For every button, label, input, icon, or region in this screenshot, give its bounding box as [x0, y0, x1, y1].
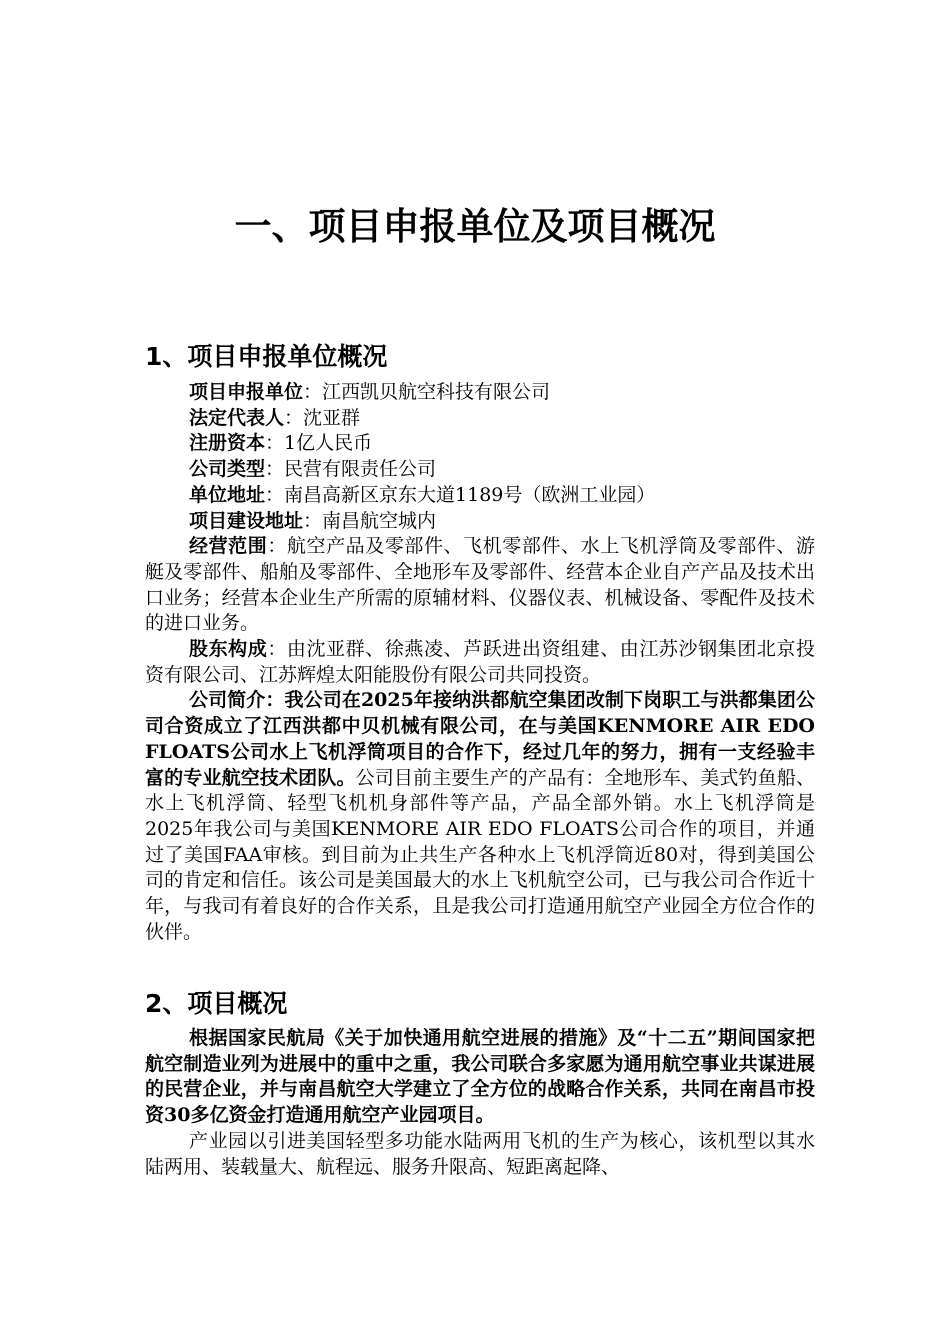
field-value: 航空产品及零部件、飞机零部件、水上飞机浮筒及零部件、游艇及零部件、船舶及零部件、全地形车及零部件、经营本企业自产产品及技术出口业务；经营本企业生产所需的原辅材料、仪器仪表、机械设备、零配件及技术的进口业务。	[145, 535, 815, 635]
intro-label: 公司简介	[189, 689, 266, 712]
section-2-body	[145, 1026, 815, 1180]
field-value: 1亿人民币	[284, 432, 373, 455]
field-separator: ：	[265, 458, 285, 481]
field-separator: ：	[267, 638, 287, 661]
field-separator: ：	[265, 432, 285, 455]
industrial-park-paragraph: 产业园以引进美国轻型多功能水陆两用飞机的生产为核心，该机型以其水陆两用、装载量大、航程远、服务升限高、短距离起降、	[145, 1129, 815, 1178]
field-label: 股东构成	[189, 638, 268, 661]
field-label: 注册资本	[189, 432, 266, 455]
field-label: 项目建设地址	[189, 509, 304, 532]
field-construction-site	[145, 509, 815, 535]
field-applicant	[145, 380, 815, 406]
field-label: 单位地址	[189, 483, 266, 506]
company-intro	[145, 688, 815, 945]
intro-text: 公司目前主要生产的产品有：全地形车、美式钓鱼船、水上飞机浮筒、轻型飞机机身部件等产品，产品全部外销。水上飞机浮筒是2025年我公司与美国KENMORE AIR EDO FLOATS公司合作的项目，并通过了美国FAA审核。到目前为止共生产各种水上飞机浮筒近80对，得到美国公司的肯定和信任。该公司是美国最大的水上飞机航空公司，已与我公司合作近十年，与我司有着良好的合作关系，且是我公司打造通用航空产业园全方位合作的伙伴。	[145, 766, 815, 943]
field-legal-representative	[145, 406, 815, 432]
field-company-type	[145, 457, 815, 483]
field-label: 公司类型	[189, 458, 266, 481]
field-separator: ：	[265, 483, 285, 506]
field-label: 法定代表人	[189, 406, 285, 429]
project-overview-paragraph: 根据国家民航局《关于加快通用航空进展的措施》及“十二五”期间国家把航空制造业列为进展中的重中之重，我公司联合多家愿为通用航空事业共谋进展的民营企业，并与南昌航空大学建立了全方位的战略合作关系，共同在南昌市投资30多亿资金打造通用航空产业园项目。	[145, 1027, 815, 1127]
section-2-title: 2、项目概况	[145, 989, 288, 1018]
field-shareholders	[145, 637, 815, 688]
field-value: 沈亚群	[303, 406, 361, 429]
field-value: 江西凯贝航空科技有限公司	[322, 381, 551, 403]
intro-bold-text: ：我公司在2025年接纳洪都航空集团改制下岗职工与洪都集团公司合资成立了江西洪都中贝机械有限公司，在与美国KENMORE AIR EDO FLOATS公司水上飞机浮筒项目的合作下，经过几年的努力，拥有一支经验丰富的专业航空技术团队。	[145, 689, 815, 789]
section-1-title: 1、项目申报单位概况	[145, 342, 388, 371]
field-label: 经营范围	[189, 535, 268, 558]
main-title: 一、项目申报单位及项目概况	[234, 205, 716, 248]
field-separator: ：	[284, 406, 304, 429]
field-separator: ：	[303, 381, 323, 403]
field-value: 民营有限责任公司	[284, 458, 437, 481]
field-business-scope	[145, 534, 815, 637]
field-registered-capital	[145, 431, 815, 457]
field-label: 项目申报单位	[189, 381, 304, 403]
field-separator: ：	[267, 535, 287, 558]
field-address	[145, 483, 815, 509]
field-value: 由沈亚群、徐燕凌、芦跃进出资组建、由江苏沙钢集团北京投资有限公司、江苏辉煌太阳能股份有限公司共同投资。	[145, 638, 815, 686]
field-separator: ：	[303, 509, 323, 532]
field-value: 南昌高新区京东大道1189号（欧洲工业园）	[284, 483, 656, 506]
field-value: 南昌航空城内	[322, 509, 437, 532]
section-1-body	[145, 380, 815, 945]
